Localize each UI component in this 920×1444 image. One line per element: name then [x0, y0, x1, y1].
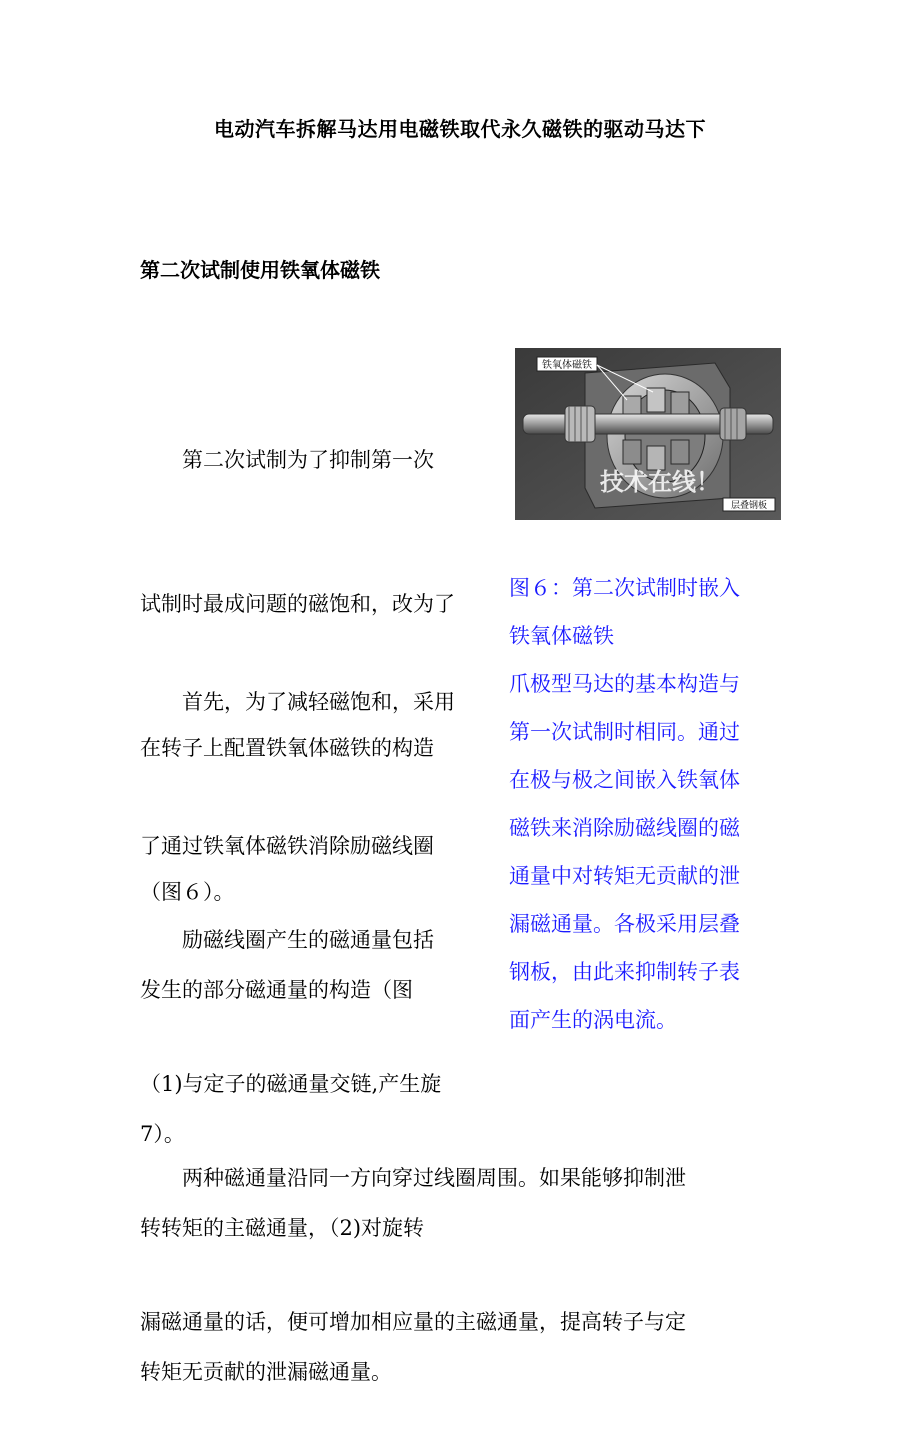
caption-line: 面产生的涡电流。 — [509, 1008, 677, 1032]
caption-line: 磁铁来消除励磁线圈的磁 — [509, 816, 740, 840]
paragraph-line: （图６）。 — [140, 880, 235, 904]
ferrite-magnet-label: 铁氧体磁铁 — [542, 360, 592, 371]
paragraph-4 — [140, 1058, 785, 1394]
paragraph-line: 漏磁通量的话，便可增加相应量的主磁通量，提高转子与定 — [140, 1310, 686, 1334]
paragraph-line: 了通过铁氧体磁铁消除励磁线圈 — [140, 834, 434, 858]
caption-line: 第一次试制时相同。通过 — [509, 720, 740, 744]
paragraph-line: 转矩无贡献的泄漏磁通量。 — [140, 1360, 392, 1384]
caption-line: 在极与极之间嵌入铁氧体 — [509, 768, 740, 792]
figure-6-photo — [515, 348, 781, 520]
laminated-steel-label: 层叠钢板 — [730, 501, 768, 511]
paragraph-line: 转转矩的主磁通量，（2)对旋转 — [140, 1216, 425, 1240]
document-title: 电动汽车拆解马达用电磁铁取代永久磁铁的驱动马达下 — [214, 117, 706, 141]
figure-6-caption — [509, 564, 789, 1044]
section-heading: 第二次试制使用铁氧体磁铁 — [140, 258, 380, 282]
paragraph-line: 两种磁通量沿同一方向穿过线圈周围。如果能够抑制泄 — [140, 1166, 686, 1190]
caption-line: 钢板，由此来抑制转子表 — [509, 960, 740, 984]
caption-line: 爪极型马达的基本构造与 — [509, 672, 740, 696]
paragraph-line: 试制时最成问题的磁饱和，改为了 — [140, 592, 455, 616]
paragraph-line: 发生的部分磁通量的构造（图 — [140, 978, 413, 1002]
caption-line: 铁氧体磁铁 — [509, 624, 614, 648]
paragraph-line: （1)与定子的磁通量交链,产生旋 — [140, 1072, 442, 1096]
caption-line: 通量中对转矩无贡献的泄 — [509, 864, 740, 888]
paragraph-line: 在转子上配置铁氧体磁铁的构造 — [140, 736, 434, 760]
paragraph-line: 第二次试制为了抑制第一次 — [140, 448, 434, 472]
paragraph-line: 首先，为了减轻磁饱和，采用 — [140, 690, 455, 714]
paragraph-line: 励磁线圈产生的磁通量包括 — [140, 928, 434, 952]
watermark-text: 技术在线！ — [600, 468, 720, 496]
motor-rotor-image — [515, 348, 781, 520]
caption-line: 漏磁通量。各极采用层叠 — [509, 912, 740, 936]
caption-line: 图６：第二次试制时嵌入 — [509, 576, 740, 600]
paragraph-line: 7）。 — [140, 1122, 185, 1146]
